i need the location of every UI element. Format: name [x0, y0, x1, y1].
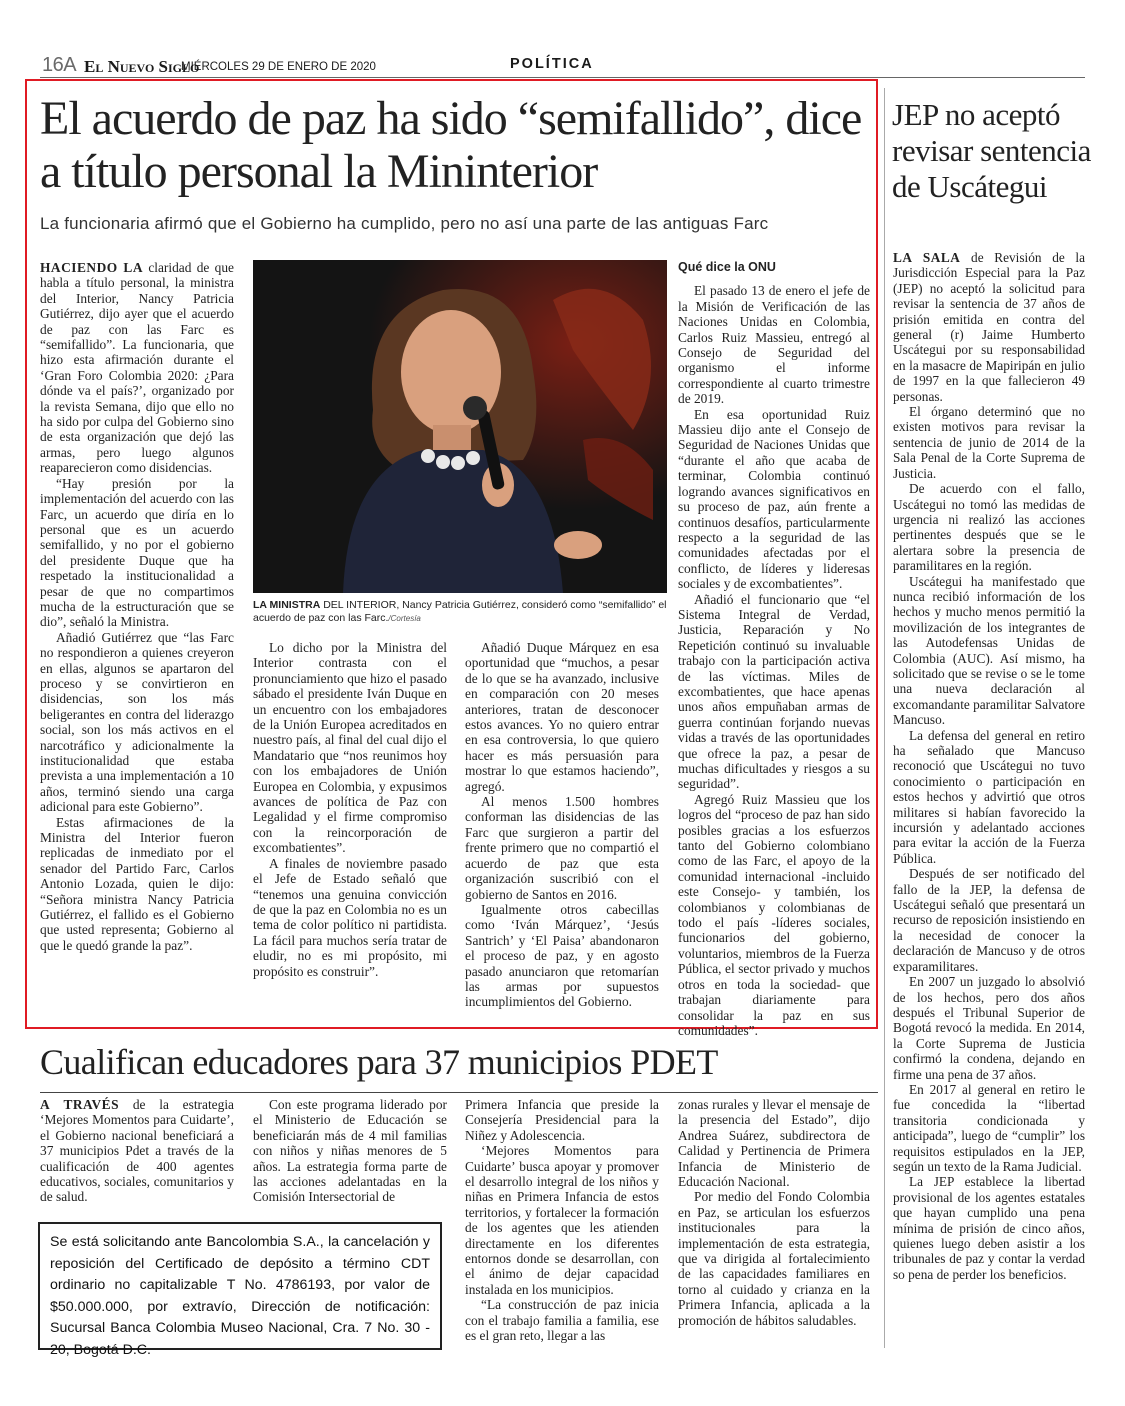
paragraph: Igualmente otros cabecillas como ‘Iván Márquez’, ‘Jesús Santrich’ y ‘El Paisa’ abandonaron el proceso de paz, y en agosto pasado anunciaron que retomarían las armas por supuestos incumplimientos del Gobierno.	[465, 901, 659, 1010]
main-headline: El acuerdo de paz ha sido “semifallido”, dice a título personal la Mininterior	[40, 92, 862, 198]
side-headline: JEP no aceptó revisar sentencia de Uscátegui	[892, 97, 1091, 204]
paragraph: En 2007 un juzgado lo absolvió de los hechos, pero dos años después el Tribunal Superior de Bogotá revocó la medida. En 2014, la Corte Suprema de Justicia confirmó la condena, dejando en firme una pena de 37 años.	[893, 974, 1085, 1082]
paragraph: Lo dicho por la Ministra del Interior contrasta con el pronunciamiento que hizo el pasado sábado el presidente Iván Duque en un encuentro con los embajadores de la Unión Europea acreditados en nuestro país, al final del cual dijo el Mandatario que “nos reunimos hoy con los embajadores de Unión Europea en Colombia, y expusimos avances de política de Paz con Legalidad y el firme compromiso con la reincorporación de excombatientes”.	[253, 640, 447, 856]
paragraph: Estas afirmaciones de la Ministra del Interior fueron replicadas de inmediato por el senador del Partido Farc, Carlos Antonio Lozada, quien le dijo: “Señora ministra Nancy Patricia Gutiérrez, el fallido es el Gobierno que usted representa; Gobierno al que le quedó grande la paz”.	[40, 814, 234, 953]
main-deck: La funcionaria afirmó que el Gobierno ha cumplido, pero no así una parte de las antiguas Farc	[40, 214, 769, 233]
second-column-2	[253, 1097, 447, 1205]
second-headline: Cualifican educadores para 37 municipios PDET	[40, 1042, 718, 1082]
paragraph: La JEP establece la libertad provisional de los agentes estatales que hayan cumplido una pena mínima de prisión de cinco años, quienes luego deben asistir a los tribunales de paz y contar la verdad so pena de perder los beneficios.	[893, 1174, 1085, 1282]
issue-date: MIÉRCOLES 29 DE ENERO DE 2020	[181, 61, 376, 73]
caption-lead: LA MINISTRA	[253, 599, 321, 611]
paragraph: de la estrategia ‘Mejores Momentos para Cuidarte’, el Gobierno nacional beneficiará a 37 municipios Pdet a través de la cualificación de 400 agentes educativos, sociales, comunitarios y de salud.	[40, 1097, 234, 1205]
side-article-body	[893, 250, 1085, 1282]
paragraph: En 2017 al general en retiro le fue concedida la “libertad transitoria condicionada y anticipada”, luego de “cumplir” los requisitos estipulados en la JEP, según un texto de la Rama Judicial.	[893, 1081, 1085, 1174]
lead-in: LA SALA	[893, 250, 961, 265]
paragraph: Agregó Ruiz Massieu que los logros del “proceso de paz han sido posibles gracias a los esfuerzos tanto del Gobierno colombiano como de las Farc, el apoyo de la comunidad internacional -incluido este Consejo- y también, los colombianos y colombianas de todo el país -líderes sociales, funcionarios del gobierno, voluntarios, miembros de la Fuerza Pública, el sector privado y muchos otros en toda la sociedad- que trabajan diariamente para consolidar la paz en sus comunidades”.	[678, 791, 870, 1038]
legal-notice: Se está solicitando ante Bancolombia S.A., la cancelación y reposición del Certificado de depósito a término CDT ordinario no capitalizable T No. 4786193, por valor de $50.000.000, por extravío, Dirección de notificación: Sucursal Banca Colombia Museo Nacional, Cra. 7 No. 30 - 20, Bogotá D.C.	[38, 1222, 442, 1350]
second-column-4	[678, 1097, 870, 1328]
lead-in: HACIENDO LA	[40, 260, 144, 275]
sidebar-subhead: Qué dice la ONU	[678, 260, 776, 274]
paragraph: En esa oportunidad Ruiz Massieu dijo ante el Consejo de Seguridad de Naciones Unidas que “durante el año que acaba de terminar, Colombia continuó logrando avances significativos en su proceso de paz, aún frente a continuos desafíos, particularmente respecto a la seguridad de las comunidades afectadas por el conflicto, de líderes y lideresas sociales y de excombatientes”.	[678, 406, 870, 592]
main-column-4	[678, 260, 870, 1038]
paragraph: de Revisión de la Jurisdicción Especial para la Paz (JEP) no aceptó la solicitud para revisar la sentencia de 37 años de prisión emitida en contra del general (r) Jaime Humberto Uscátegui por su responsabilidad en la masacre de Mapiripán en julio de 1997 en la que fallecieron 49 personas.	[893, 250, 1086, 404]
paragraph: Con este programa liderado por el Ministerio de Educación se beneficiarán más de 4 mil familias con niños y niñas menores de 5 años. La estrategia forma parte de las acciones adelantadas en la Comisión Intersectorial de	[253, 1097, 447, 1205]
main-column-1	[40, 260, 234, 953]
paragraph: “La construcción de paz inicia con el trabajo familia a familia, ese es el gran reto, llegar a las	[465, 1297, 659, 1344]
paragraph: Después de ser notificado del fallo de la JEP, la defensa de Uscátegui señaló que presentará un recurso de reposición insistiendo en la necesidad de conocer la declaración de Mancuso y de otros exparamilitares.	[893, 866, 1085, 974]
paragraph: Uscátegui ha manifestado que nunca recibió información de los hechos y mucho menos permitió la movilización de los integrantes de las Autodefensas Unidas de Colombia (AUC). Así mismo, ha solicitado que se revise o se le tome una nueva declaración al excomandante paramilitar Salvatore Mancuso.	[893, 573, 1085, 728]
column-divider	[884, 88, 885, 1348]
paragraph: Por medio del Fondo Colombia en Paz, se articulan los esfuerzos institucionales para la implementación de esta estrategia, que va dirigida al fortalecimiento de las capacidades familiares en torno al cuidado y crianza en la Primera Infancia, aplicada a la promoción de hábitos saludables.	[678, 1189, 870, 1328]
headline-rule	[40, 1092, 878, 1093]
paragraph: El pasado 13 de enero el jefe de la Misión de Verificación de las Naciones Unidas en Colombia, Carlos Ruiz Massieu, entregó al Consejo de Seguridad del organismo el informe correspondiente al cuarto trimestre de 2019.	[678, 283, 870, 407]
paragraph: zonas rurales y llevar el mensaje de la presencia del Estado”, dijo Andrea Suárez, subdirectora de Calidad y Pertinencia de Primera Infancia de Ministerio de Educación Nacional.	[678, 1097, 870, 1190]
photo-credit: /Cortesía	[388, 614, 421, 623]
minister-photo-image	[253, 260, 667, 593]
paragraph: Primera Infancia que preside la Consejería Presidencial para la Niñez y Adolescencia.	[465, 1097, 659, 1143]
page-number: 16A	[42, 54, 77, 76]
paragraph: claridad de que habla a título personal, la ministra del Interior, Nancy Patricia Gutiérrez, dijo ayer que el acuerdo de paz con las Farc es “semifallido”. La funcionaria, que hizo esta afirmación durante el ‘Gran Foro Colombia 2020: ¿Para dónde va el país?’, organizado por la revista Semana, dijo que ello no ha sido por culpa del Gobierno sino de esta organización que dejó las armas, pero luego algunos reaparecieron como disidencias.	[40, 260, 234, 476]
header-rule	[40, 77, 1085, 78]
newspaper-name: El Nuevo Siglo	[84, 57, 200, 76]
paragraph: Añadió el funcionario que “el Sistema Integral de Verdad, Justicia, Reparación y No Repetición continuó su invaluable trabajo con la participación activa de las víctimas. Miles de excombatientes, que hace apenas unos años empuñaban armas de guerra continúan forjando nuevas vidas a través de las oportunidades que ofrece la paz, a pesar de muchas dificultades y riesgos a su seguridad”.	[678, 591, 870, 792]
paragraph: Al menos 1.500 hombres conforman las disidencias de las Farc que surgieron a partir del frente primero que no compartió el acuerdo de paz que esta organización suscribió con el gobierno de Santos en 2016.	[465, 794, 659, 902]
main-column-2	[253, 640, 447, 979]
paragraph: Añadió Gutiérrez que “las Farc no respondieron a quienes creyeron en ellas, algunos se apartaron del proceso y se convirtieron en disidencias, son los más beligerantes en contra del liderazgo social, son los más activos en el narcotráfico y adicionalmente la institucionalidad que estaba prevista a una implementación a 10 años, terminó siendo una carga adicional para este Gobierno”.	[40, 629, 234, 815]
paragraph: De acuerdo con el fallo, Uscátegui no tomó las medidas de urgencia ni realizó las acciones pertinentes después que se le alertara sobre la presencia de paramilitares en la región.	[893, 481, 1085, 574]
second-column-3	[465, 1097, 659, 1344]
paragraph: El órgano determinó que no existen motivos para revisar la sentencia de junio de 2014 de la Sala Penal de la Corte Suprema de Justicia.	[893, 404, 1085, 481]
paragraph: Añadió Duque Márquez en esa oportunidad que “muchos, a pesar de lo que se ha avanzado, inclusive en comparación con 20 meses anteriores, tratan de desconocer estos avances. Yo no quiero entrar en esa controversia, lo que quiero hacer es más persuasión para mostrar lo que estamos haciendo”, agregó.	[465, 640, 659, 794]
paragraph: La defensa del general en retiro ha señalado que Mancuso reconoció que Uscátegui no tuvo conocimiento o participación en estos hechos y advirtió que otros militares si habían favorecido la incursión y adelantado acciones para evitar la acción de la Fuerza Pública.	[893, 727, 1085, 866]
caption-text: DEL INTERIOR, Nancy Patricia Gutiérrez, consideró como “semifallido” el acuerdo de paz con las Farc.	[253, 599, 667, 624]
photo-caption	[253, 599, 667, 625]
lead-in: A TRAVÉS	[40, 1097, 120, 1112]
second-column-1	[40, 1097, 234, 1205]
paragraph: A finales de noviembre pasado el Jefe de Estado señaló que “tenemos una genuina convicción de que la paz en Colombia no es un tema de color político ni partidista. La fácil para muchos sería tratar de eludir, no es mi propósito, mi propósito es construir”.	[253, 855, 447, 979]
main-column-3	[465, 640, 659, 1010]
paragraph: ‘Mejores Momentos para Cuidarte’ busca apoyar y promover el desarrollo integral de los niños y niñas en Primera Infancia de estos territorios, y fortalecer la formación de los agentes que les atienden directamente en los diferentes entornos donde se desarrollan, con el ánimo de dejar capacidad instalada en los municipios.	[465, 1143, 659, 1297]
minister-photo	[253, 260, 667, 593]
paragraph: “Hay presión por la implementación del acuerdo con las Farc, un acuerdo que diría en lo personal que es un acuerdo semifallido, y no por el gobierno del presidente Duque que ha respetado la institucionalidad a pesar de que no compartimos mucha de la estructuración que se dio”, señaló la Ministra.	[40, 475, 234, 630]
section-name: POLÍTICA	[510, 56, 594, 72]
